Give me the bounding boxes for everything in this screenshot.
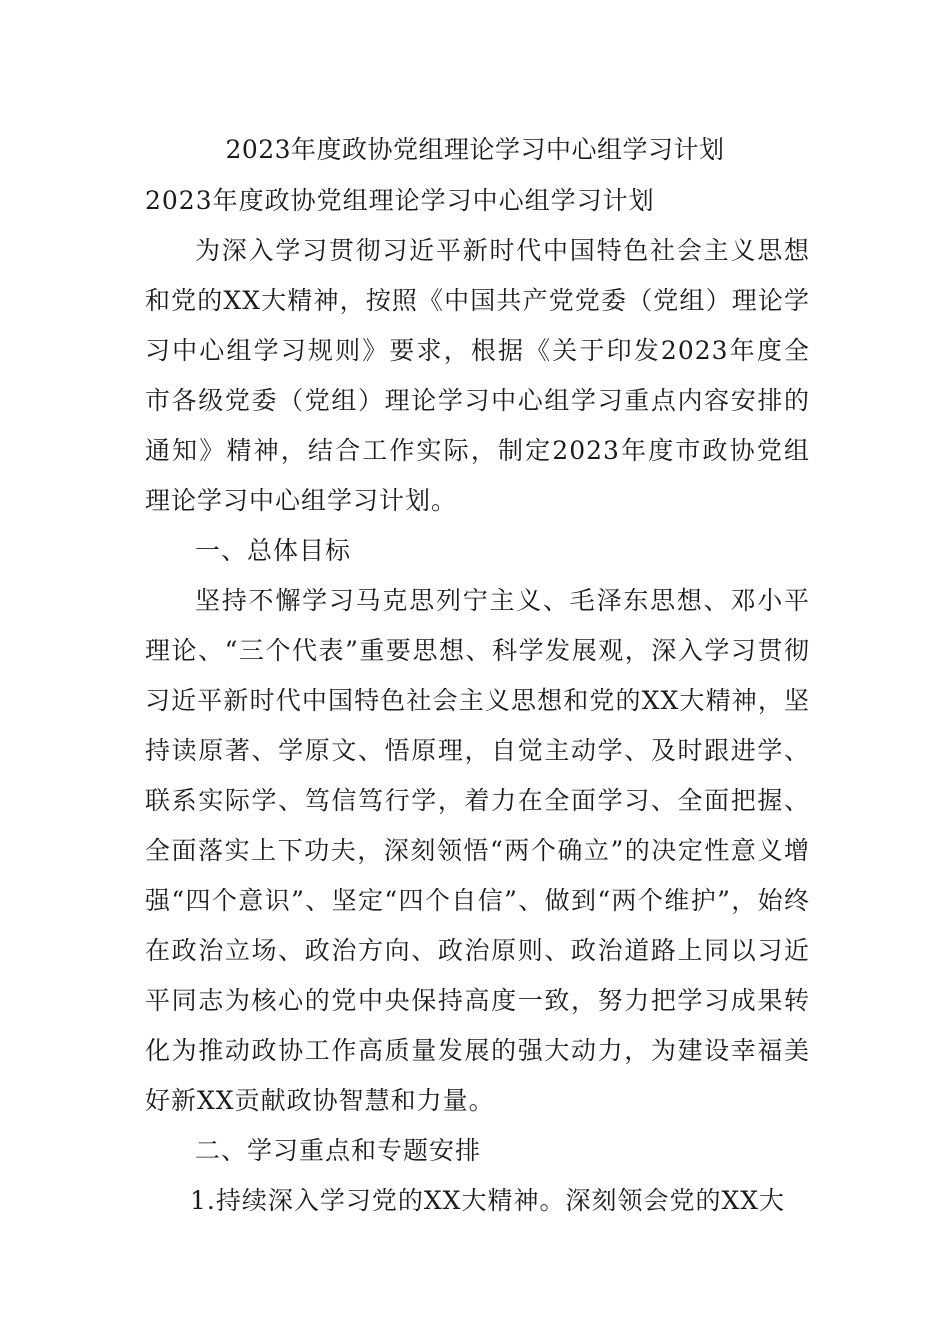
document-title: 2023年度政协党组理论学习中心组学习计划: [225, 135, 725, 164]
document-subtitle: 2023年度政协党组理论学习中心组学习计划: [145, 186, 655, 215]
section-heading-2: 二、学习重点和专题安排: [195, 1136, 482, 1165]
document-body: [145, 176, 810, 1226]
goal-paragraph: 坚持不懈学习马克思列宁主义、毛泽东思想、邓小平理论、“三个代表”重要思想、科学发展观，深入学习贯彻习近平新时代中国特色社会主义思想和党的XX大精神，坚持读原著、学原文、悟原理，自觉主动学、及时跟进学、联系实际学、笃信笃行学，着力在全面学习、全面把握、全面落实上下功夫，深刻领悟“两个确立”的决定性意义增强“四个意识”、坚定“四个自信”、做到“两个维护”，始终在政治立场、政治方向、政治原则、政治道路上同以习近平同志为核心的党中央保持高度一致，努力把学习成果转化为推动政协工作高质量发展的强大动力，为建设幸福美好新XX贡献政协智慧和力量。: [145, 586, 810, 1115]
intro-paragraph: 为深入学习贯彻习近平新时代中国特色社会主义思想和党的XX大精神，按照《中国共产党党委（党组）理论学习中心组学习规则》要求，根据《关于印发2023年度全市各级党委（党组）理论学习中心组学习重点内容安排的通知》精神，结合工作实际，制定2023年度市政协党组理论学习中心组学习计划。: [145, 236, 811, 515]
section-heading-1: 一、总体目标: [195, 536, 352, 565]
list-item-1: 1.持续深入学习党的XX大精神。深刻领会党的XX大: [190, 1186, 786, 1215]
